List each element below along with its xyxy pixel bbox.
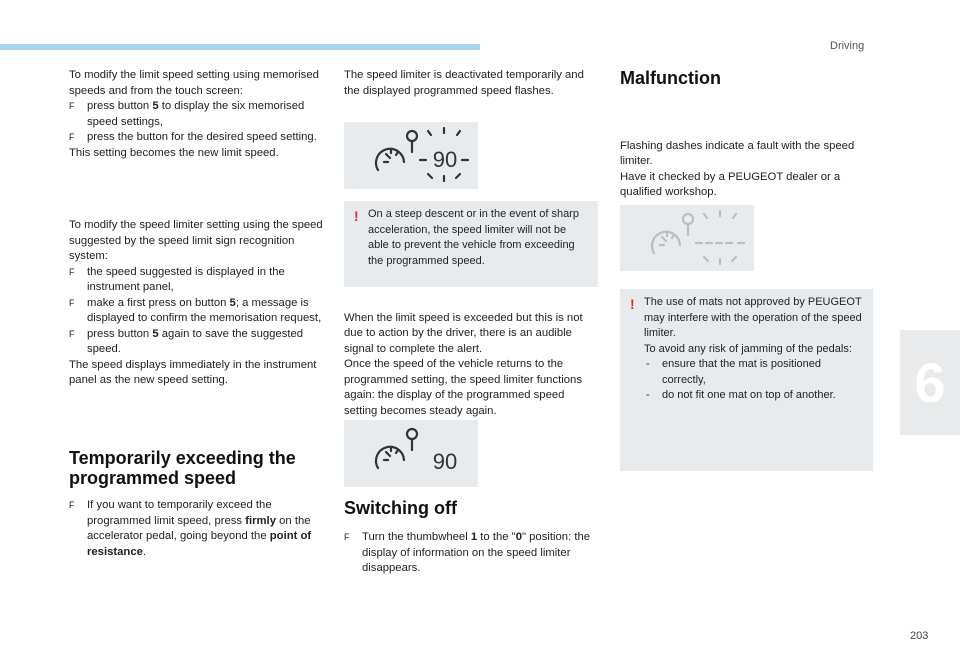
dash-icon: -	[646, 389, 650, 401]
col2-intro: The speed limiter is deactivated temporarily and the displayed programmed speed flashes.	[344, 69, 584, 97]
heading-malfunction: Malfunction	[620, 68, 721, 88]
header-accent-bar	[0, 44, 480, 50]
warning-text: On a steep descent or in the event of sharp acceleration, the speed limiter will not be able to prevent the vehicle from exceeding the programmed speed.	[368, 208, 579, 267]
col1-para2-closing: The speed displays immediately in the instrument panel as the new speed setting.	[69, 358, 317, 386]
col1-para2-bullet3: F press button 5 again to save the suggested speed.	[69, 327, 304, 355]
speed-limiter-steady-display	[344, 420, 478, 487]
col1-para1-bullet1: F press button 5 to display the six memorised speed settings,	[69, 100, 305, 128]
col2-para3-bullet: F Turn the thumbwheel 1 to the "0" position: the display of information on the speed limiter disappears.	[344, 531, 591, 574]
bullet-icon: F	[69, 328, 75, 339]
heading-switching-off: Switching off	[344, 498, 457, 518]
warning-dash-item: - ensure that the mat is positioned correctly,	[646, 358, 821, 386]
chapter-number: 6	[914, 351, 946, 414]
speed-value: 90	[432, 147, 458, 172]
dash-icon: -	[646, 358, 650, 370]
warning-icon: !	[630, 296, 635, 312]
speed-limiter-steady-icon	[344, 420, 478, 487]
speed-limiter-fault-display	[620, 205, 754, 271]
bullet-icon: F	[69, 266, 75, 277]
col1-para3	[69, 498, 323, 560]
col1-para2-bullet2: F make a first press on button 5; a message is displayed to confirm the memorisation request,	[69, 296, 322, 324]
heading-temporarily-exceeding: Temporarily exceeding the programmed speed	[69, 448, 296, 488]
bullet-icon: F	[69, 500, 75, 510]
col1-para2-intro: To modify the speed limiter setting using the speed suggested by the speed limit sign recognition system:	[69, 219, 323, 262]
warning-steep-descent	[344, 201, 598, 287]
warning-icon: !	[354, 208, 359, 224]
col2-para3	[344, 530, 600, 577]
section-label: Driving	[830, 40, 865, 52]
col1-para2	[69, 218, 323, 389]
speed-limiter-flashing-display	[344, 122, 478, 189]
col1-para1-intro: To modify the limit speed setting using memorised speeds and from the touch screen:	[69, 69, 319, 97]
col1-para2-bullet1: F the speed suggested is displayed in the instrument panel,	[69, 265, 285, 293]
warning-mats	[620, 289, 873, 471]
col1-para1-closing: This setting becomes the new limit speed.	[69, 146, 279, 159]
speed-value: 90	[432, 449, 458, 474]
col1-para1	[69, 68, 323, 161]
col1-para1-bullet2: F press the button for the desired speed setting.	[69, 130, 323, 146]
bullet-icon: F	[69, 101, 75, 111]
col3-para1: Flashing dashes indicate a fault with the speed limiter. Have it checked by a PEUGEOT dealer or a qualified workshop.	[620, 139, 855, 198]
bullet-icon: F	[69, 132, 75, 142]
speed-limiter-flashing-icon	[344, 122, 478, 189]
bullet-icon: F	[344, 532, 350, 542]
warning-dash-item: - do not fit one mat on top of another.	[644, 388, 863, 404]
bullet-icon: F	[69, 297, 75, 308]
page-number: 203	[910, 630, 929, 642]
chapter-tab	[900, 330, 960, 435]
speed-limiter-fault-icon	[620, 205, 754, 271]
warning-text: The use of mats not approved by PEUGEOT may interfere with the operation of the speed limiter. To avoid any risk of jamming of the pedals: - ensure that the mat is positioned correctly, - do not fit one mat on top of another.	[644, 295, 863, 404]
col2-para2: When the limit speed is exceeded but this is not due to action by the driver, there is an audible signal to complete the alert. Once the speed of the vehicle returns to the programmed setting, the speed limiter functions again: the display of the programmed speed setting becomes steady again.	[344, 311, 583, 417]
col1-para3-bullet: F If you want to temporarily exceed the programmed limit speed, press firmly on the accelerator pedal, going beyond the point of resistance.	[69, 499, 312, 558]
